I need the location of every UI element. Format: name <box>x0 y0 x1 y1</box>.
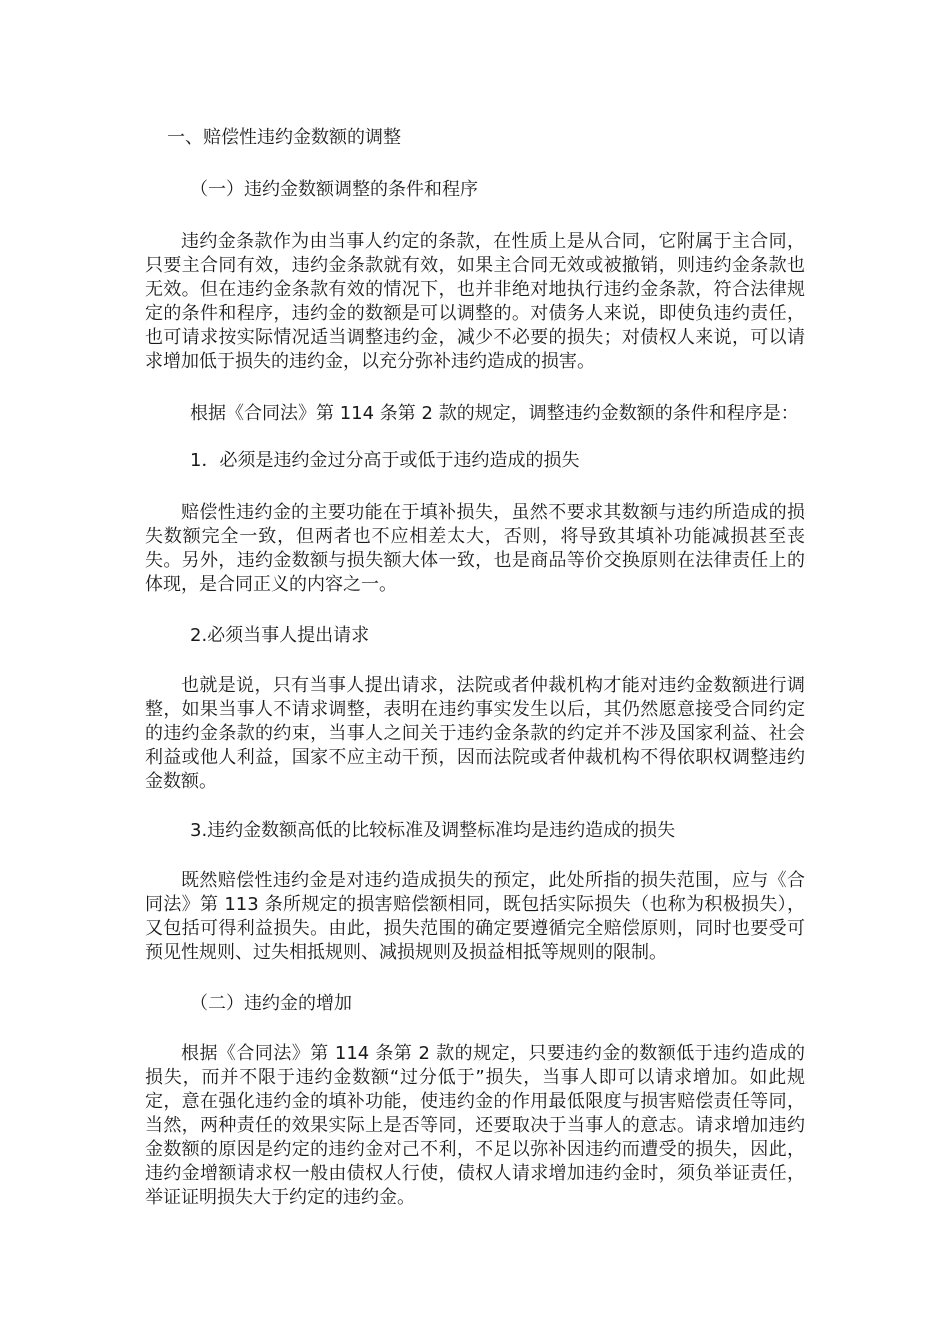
list-item-heading: 3.违约金数额高低的比较标准及调整标准均是违约造成的损失 <box>190 820 676 841</box>
body-paragraph: 也就是说，只有当事人提出请求，法院或者仲裁机构才能对违约金数额进行调整，如果当事人不请求调整，表明在违约事实发生以后，其仍然愿意接受合同约定的违约金条款的约束，当事人之间关于违约金条款的约定并不涉及国家利益、社会利益或他人利益，国家不应主动干预，因而法院或者仲裁机构不得依职权调整违约金数额。 <box>145 675 805 792</box>
body-paragraph: 根据《合同法》第 114 条第 2 款的规定，只要违约金的数额低于违约造成的损失，而并不限于违约金数额“过分低于”损失，当事人即可以请求增加。如此规定，意在强化违约金的填补功能，使违约金的作用最低限度与损害赔偿责任等同，当然，两种责任的效果实际上是否等同，还要取决于当事人的意志。请求增加违约金数额的原因是约定的违约金对己不利，不足以弥补因违约而遭受的损失，因此，违约金增额请求权一般由债权人行使，债权人请求增加违约金时，须负举证责任，举证证明损失大于约定的违约金。 <box>145 1043 805 1208</box>
list-item-heading: 2.必须当事人提出请求 <box>190 625 370 646</box>
subsection-heading: （一）违约金数额调整的条件和程序 <box>190 179 478 200</box>
list-item-heading: 1．必须是违约金过分高于或低于违约造成的损失 <box>190 450 580 471</box>
body-paragraph: 既然赔偿性违约金是对违约造成损失的预定，此处所指的损失范围，应与《合同法》第 113 条所规定的损害赔偿额相同，既包括实际损失（也称为积极损失），又包括可得利益损失。由此，损失范围的确定要遵循完全赔偿原则，同时也要受可预见性规则、过失相抵规则、减损规则及损益相抵等规则的限制。 <box>145 870 805 963</box>
section-heading: 一、赔偿性违约金数额的调整 <box>167 127 401 148</box>
body-paragraph: 违约金条款作为由当事人约定的条款，在性质上是从合同，它附属于主合同，只要主合同有效，违约金条款就有效，如果主合同无效或被撤销，则违约金条款也无效。但在违约金条款有效的情况下，也并非绝对地执行违约金条款，符合法律规定的条件和程序，违约金的数额是可以调整的。对债务人来说，即使负违约责任，也可请求按实际情况适当调整违约金，减少不必要的损失；对债权人来说，可以请求增加低于损失的违约金，以充分弥补违约造成的损害。 <box>145 231 805 372</box>
body-paragraph: 赔偿性违约金的主要功能在于填补损失，虽然不要求其数额与违约所造成的损失数额完全一致，但两者也不应相差太大，否则，将导致其填补功能减损甚至丧失。另外，违约金数额与损失额大体一致，也是商品等价交换原则在法律责任上的体现，是合同正义的内容之一。 <box>145 502 805 595</box>
subsection-heading: （二）违约金的增加 <box>190 993 352 1014</box>
body-paragraph: 根据《合同法》第 114 条第 2 款的规定，调整违约金数额的条件和程序是： <box>190 403 799 424</box>
